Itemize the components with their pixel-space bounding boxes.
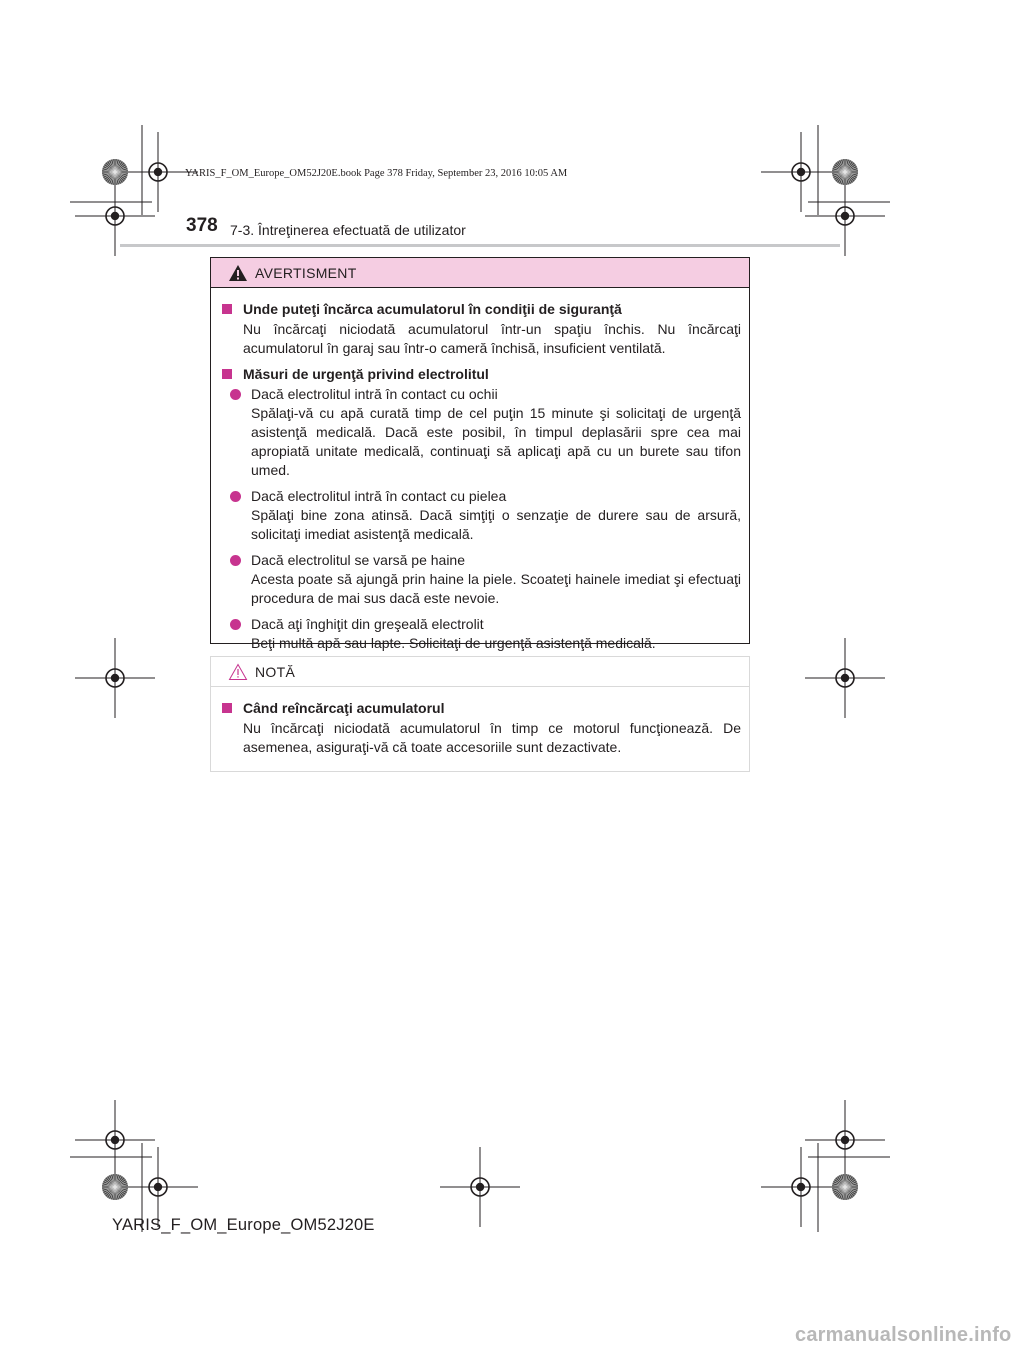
list-item (219, 551, 741, 608)
notice-content (211, 687, 749, 757)
notice-label: NOTĂ (255, 664, 296, 680)
registration-crosshair-icon (805, 1100, 885, 1180)
registration-crosshair-icon (440, 1147, 520, 1227)
print-info-line: YARIS_F_OM_Europe_OM52J20E.book Page 378 Friday, September 23, 2016 10:05 AM (185, 168, 568, 179)
list-item (219, 385, 741, 480)
list-item-title: Dacă aţi înghiţit din greşeală electrolit (251, 616, 484, 632)
list-item-text: Spălaţi-vă cu apă curată timp de cel puţin 15 minute şi solicitaţi de urgenţă asistenţă medicală. Dacă este posibil, în timpul deplasării spre cea mai apropiată unitate medicală, continuaţi să aplicaţi apă cu un burete sau tifon umed. (251, 405, 741, 478)
warning-content (211, 288, 749, 653)
list-item-text: Spălaţi bine zona atinsă. Dacă simţiţi o senzaţie de durere sau de arsură, solicitaţi imediat asistenţă medicală. (251, 507, 741, 542)
registration-crosshair-icon (75, 1100, 155, 1180)
warning-section-title: Unde puteţi încărca acumulatorul în condiţii de siguranţă (219, 300, 741, 319)
list-item (219, 487, 741, 544)
notice-box (210, 656, 750, 772)
sunburst-target-icon (832, 1174, 858, 1200)
notice-paragraph: Nu încărcaţi niciodată acumulatorul în timp ce motorul funcţionează. De asemenea, asiguraţi-vă că toate accesoriile sunt dezactivate. (243, 720, 741, 755)
watermark: carmanualsonline.info (795, 1324, 1011, 1346)
registration-crosshair-icon (761, 1147, 841, 1227)
square-bullet-icon (222, 703, 232, 713)
registration-crosshair-icon (75, 638, 155, 718)
circle-bullet-icon (230, 491, 241, 502)
warning-label: AVERTISMENT (255, 265, 357, 281)
square-bullet-icon (222, 369, 232, 379)
warning-box (210, 257, 750, 651)
list-item-text: Beţi multă apă sau lapte. Solicitaţi de urgenţă asistenţă medicală. (251, 635, 656, 651)
registration-crosshair-icon (761, 132, 841, 212)
warning-triangle-icon (228, 264, 248, 282)
list-item-text: Acesta poate să ajungă prin haine la piele. Scoateţi hainele imediat şi efectuaţi procedura de mai sus dacă este nevoie. (251, 571, 741, 606)
document-code: YARIS_F_OM_Europe_OM52J20E (112, 1216, 375, 1234)
registration-crosshair-icon (805, 638, 885, 718)
circle-bullet-icon (230, 555, 241, 566)
warning-header (211, 258, 749, 288)
header-rule (120, 244, 840, 247)
list-item-title: Dacă electrolitul se varsă pe haine (251, 552, 466, 568)
notice-section-title: Când reîncărcaţi acumulatorul (219, 699, 741, 718)
sunburst-target-icon (102, 1174, 128, 1200)
circle-bullet-icon (230, 619, 241, 630)
warning-paragraph: Nu încărcaţi niciodată acumulatorul într-un spaţiu închis. Nu încărcaţi acumulatorul în garaj sau într-o cameră închisă, insuficient ventilată. (243, 321, 741, 356)
list-item (219, 615, 741, 653)
sunburst-target-icon (102, 159, 128, 185)
sunburst-target-icon (832, 159, 858, 185)
list-item-title: Dacă electrolitul intră în contact cu ochii (251, 386, 498, 402)
circle-bullet-icon (230, 389, 241, 400)
page-number: 378 (186, 215, 218, 236)
notice-triangle-outline-icon (228, 663, 248, 681)
square-bullet-icon (222, 304, 232, 314)
notice-header (211, 657, 749, 687)
list-item-title: Dacă electrolitul intră în contact cu pielea (251, 488, 507, 504)
registration-crosshair-icon (118, 1147, 198, 1227)
warning-section-title: Măsuri de urgenţă privind electrolitul (219, 365, 741, 384)
section-title: 7-3. Întreţinerea efectuată de utilizator (230, 222, 466, 238)
